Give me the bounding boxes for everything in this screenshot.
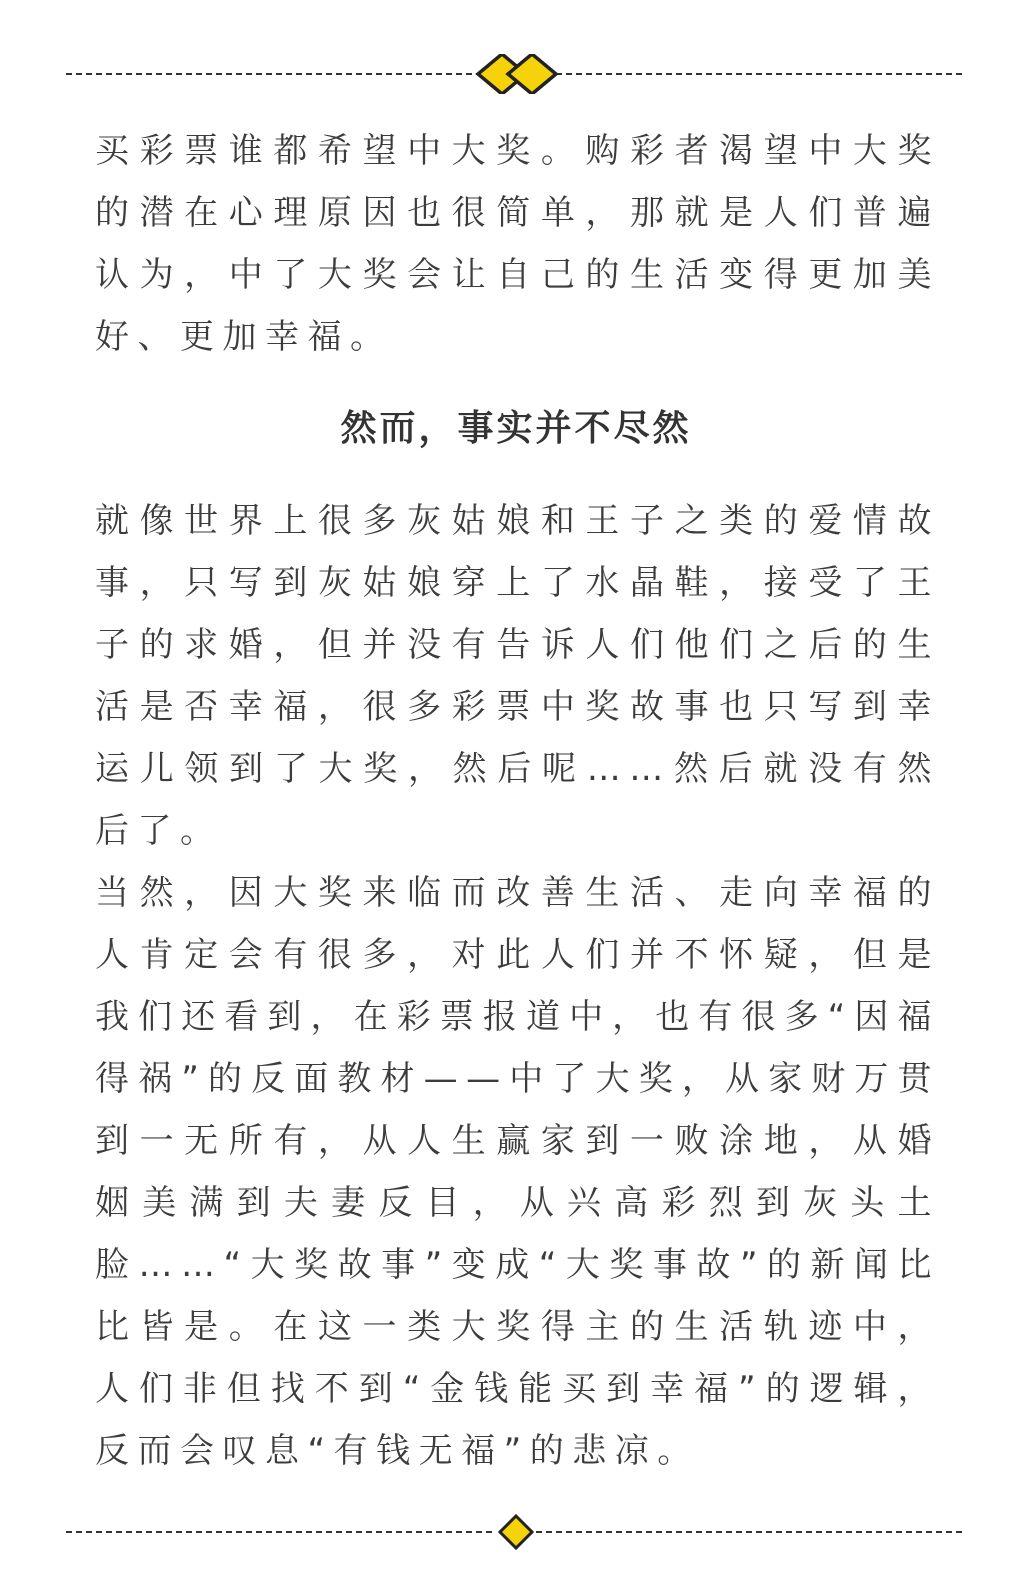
bottom-divider-svg bbox=[66, 1512, 966, 1552]
paragraph-3: 当然，因大奖来临而改善生活、走向幸福的人肯定会有很多，对此人们并不怀疑，但是我们还看到，在彩票报道中，也有很多“因福得祸”的反面教材——中了大奖，从家财万贯到一无所有，从人生赢家到一败涂地，从婚姻美满到夫妻反目，从兴高彩烈到灰头土脸……“大奖故事”变成“大奖事故”的新闻比比皆是。在这一类大奖得主的生活轨迹中，人们非但找不到“金钱能买到幸福”的逻辑，反而会叹息“有钱无福”的悲凉。 bbox=[95, 873, 940, 1471]
double-diamond-icon bbox=[478, 54, 556, 94]
top-divider bbox=[66, 54, 966, 94]
diamond-icon bbox=[500, 1516, 532, 1548]
paragraph-1: 买彩票谁都希望中大奖。购彩者渴望中大奖的潜在心理原因也很简单，那就是人们普遍认为，中了大奖会让自己的生活变得更加美好、更加幸福。 bbox=[95, 131, 940, 357]
top-divider-svg bbox=[66, 54, 966, 94]
section-heading: 然而，事实并不尽然 bbox=[340, 408, 692, 449]
bottom-divider bbox=[66, 1512, 966, 1552]
paragraph-2: 就像世界上很多灰姑娘和王子之类的爱情故事，只写到灰姑娘穿上了水晶鞋，接受了王子的求婚，但并没有告诉人们他们之后的生活是否幸福，很多彩票中奖故事也只写到幸运儿领到了大奖，然后呢……然后就没有然后了。 bbox=[95, 501, 940, 851]
